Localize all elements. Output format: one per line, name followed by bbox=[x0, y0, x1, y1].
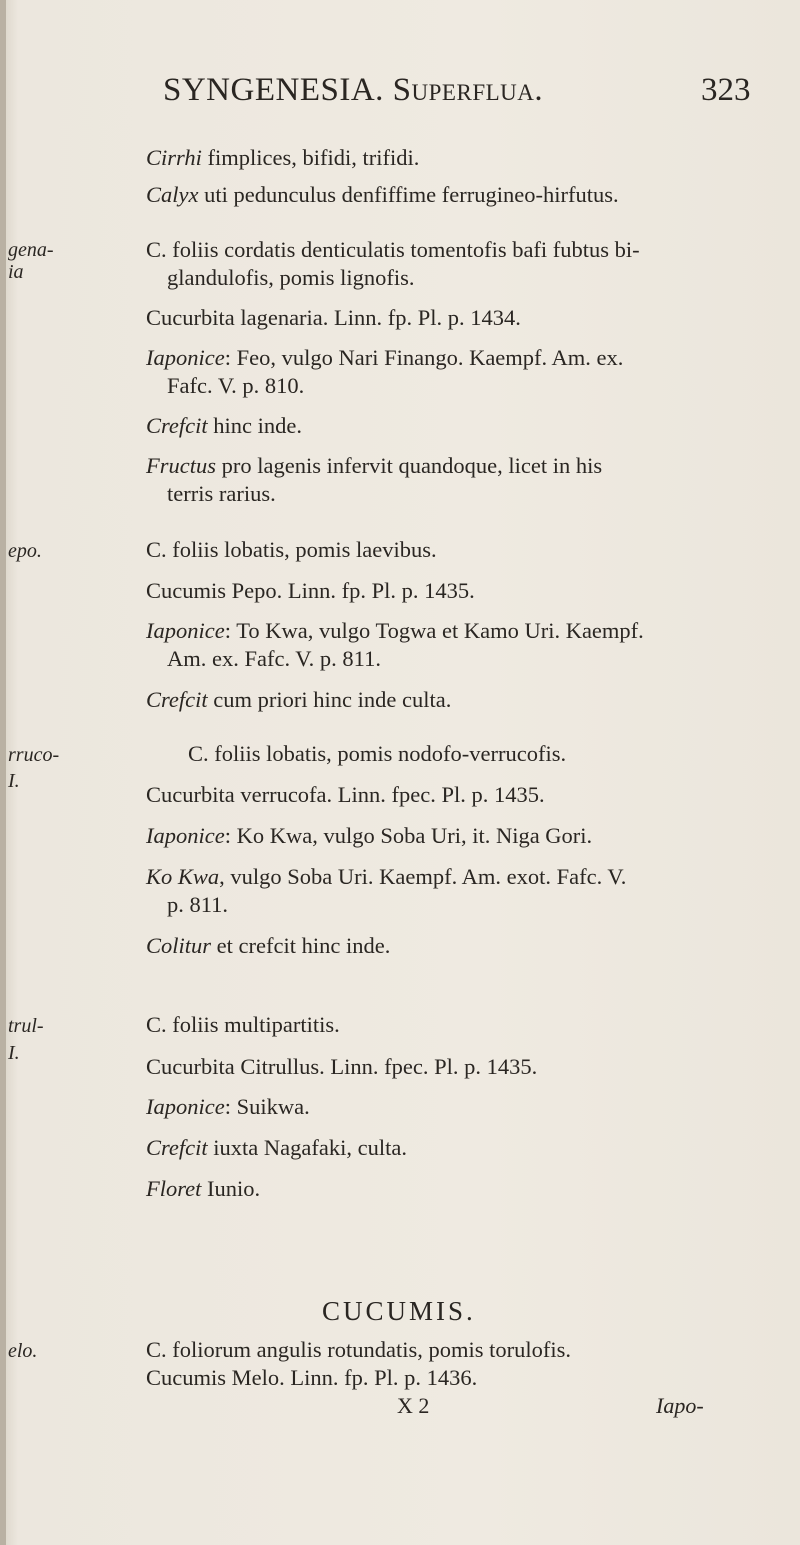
entry-line: Cucurbita Citrullus. Linn. fpec. Pl. p. 1435. bbox=[146, 1054, 538, 1079]
section-heading: CUCUMIS. bbox=[322, 1296, 476, 1326]
running-header bbox=[0, 72, 800, 116]
entry-line: glandulofis, pomis lignofis. bbox=[167, 265, 415, 290]
entry-line: Cucurbita lagenaria. Linn. fp. Pl. p. 1434. bbox=[146, 305, 521, 330]
entry-line: terris rarius. bbox=[167, 481, 276, 506]
header-order: Superflua. bbox=[392, 72, 544, 108]
entry-line: C. foliorum angulis rotundatis, pomis torulofis. bbox=[146, 1337, 571, 1362]
entry-line: Iaponice: Ko Kwa, vulgo Soba Uri, it. Niga Gori. bbox=[146, 823, 593, 848]
entry-line: p. 811. bbox=[167, 892, 229, 917]
intro-term: Calyx bbox=[146, 182, 199, 207]
entry-line: Iaponice: Feo, vulgo Nari Finango. Kaempf. Am. ex. bbox=[146, 345, 624, 370]
entry-line: Cucumis Pepo. Linn. fp. Pl. p. 1435. bbox=[146, 578, 475, 603]
entry-line: Crefcit iuxta Nagafaki, culta. bbox=[146, 1135, 407, 1160]
entry-line: Crefcit cum priori hinc inde culta. bbox=[146, 687, 452, 712]
margin-label: I. bbox=[8, 770, 20, 792]
header-class: SYNGENESIA. bbox=[163, 72, 384, 108]
entry-line: Am. ex. Fafc. V. p. 811. bbox=[167, 646, 381, 671]
margin-label: gena- bbox=[8, 239, 54, 261]
binding-edge bbox=[0, 0, 6, 1545]
entry-line: Floret Iunio. bbox=[146, 1176, 261, 1201]
entry-line: Cucumis Melo. Linn. fp. Pl. p. 1436. bbox=[146, 1365, 478, 1390]
entry-line: Cucurbita verrucofa. Linn. fpec. Pl. p. 1435. bbox=[146, 782, 545, 807]
intro-line-calyx bbox=[146, 181, 619, 209]
entry-line: Fructus pro lagenis infervit quandoque, licet in his bbox=[146, 453, 603, 478]
page-number: 323 bbox=[701, 72, 751, 108]
intro-line-cirrhi bbox=[146, 144, 419, 172]
margin-label: rruco- bbox=[8, 744, 60, 766]
entry-line: C. foliis lobatis, pomis nodofo-verrucofis. bbox=[188, 741, 567, 766]
header-title bbox=[163, 72, 543, 109]
margin-label: trul- bbox=[8, 1015, 44, 1037]
intro-term: Cirrhi bbox=[146, 145, 202, 170]
entry-line: C. foliis cordatis denticulatis tomentofis bafi fubtus bi- bbox=[146, 237, 640, 262]
entry-line: Iaponice: To Kwa, vulgo Togwa et Kamo Uri. Kaempf. bbox=[146, 618, 644, 643]
margin-label: elo. bbox=[8, 1340, 38, 1362]
catchword: Iapo- bbox=[656, 1393, 704, 1418]
signature-mark: X 2 bbox=[397, 1393, 430, 1418]
margin-label: I. bbox=[8, 1042, 20, 1064]
entry-line: Iaponice: Suikwa. bbox=[146, 1094, 310, 1119]
entry-line: C. foliis multipartitis. bbox=[146, 1012, 340, 1037]
margin-label: epo. bbox=[8, 540, 42, 562]
intro-text: uti pedunculus denfiffime ferrugineo-hirfutus. bbox=[198, 182, 619, 207]
entry-line: Colitur et crefcit hinc inde. bbox=[146, 933, 391, 958]
entry-line: Crefcit hinc inde. bbox=[146, 413, 303, 438]
entry-line: Fafc. V. p. 810. bbox=[167, 373, 305, 398]
entry-line: Ko Kwa, vulgo Soba Uri. Kaempf. Am. exot. Fafc. V. bbox=[146, 864, 627, 889]
entry-line: C. foliis lobatis, pomis laevibus. bbox=[146, 537, 437, 562]
intro-text: fimplices, bifidi, trifidi. bbox=[201, 145, 420, 170]
margin-label: ia bbox=[8, 261, 24, 283]
